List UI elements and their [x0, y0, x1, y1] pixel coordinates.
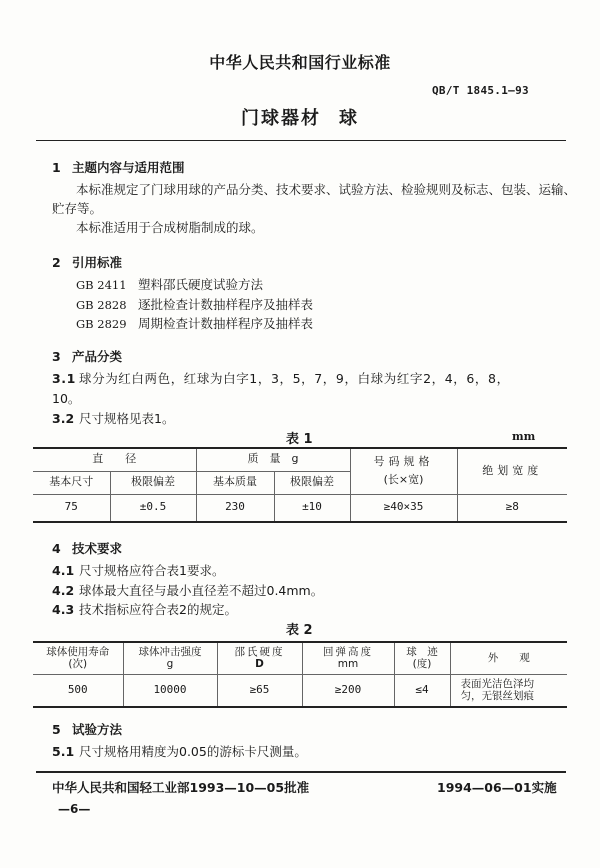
subheader-basic-mass: 基本质量: [196, 471, 274, 494]
section-1-heading: 1 主题内容与适用范围: [52, 160, 185, 175]
table-1-unit: mm: [512, 430, 536, 443]
cell-ball-track: ≤4: [394, 674, 450, 707]
reference-item: [76, 295, 313, 313]
header-number-spec: 号码规格 (长×宽): [350, 448, 457, 494]
cell-appearance: 表面光洁色泽均 匀，无银丝划痕: [450, 674, 567, 707]
title-sub: 球: [339, 108, 359, 129]
clause-4-3: 4.3 技术指标应符合表2的规定。: [52, 602, 237, 617]
clause-4-1: 4.1 尺寸规格应符合表1要求。: [52, 563, 225, 578]
header-rebound-height: 回弹高度 mm: [302, 642, 394, 674]
header-mass: 质 量 g: [196, 448, 350, 471]
clause-4-2: 4.2 球体最大直径与最小直径差不超过0.4mm。: [52, 583, 324, 598]
clause-5-1: 5.1 尺寸规格用精度为0.05的游标卡尺测量。: [52, 744, 307, 759]
cell-shore-hardness: ≥65: [217, 674, 302, 707]
header-service-life: 球体使用寿命 (次): [33, 642, 123, 674]
header-shore-hardness: 邵氏硬度 D: [217, 642, 302, 674]
cell-line-width: ≥8: [457, 494, 567, 522]
reference-title: 周期检查计数抽样程序及抽样表: [138, 316, 314, 331]
clause-3-1-line1: 3.1 球分为红白两色，红球为白字1，3，5，7，9，白球为红字2，4，6，8，: [52, 371, 510, 386]
reference-item: [76, 314, 313, 332]
section-1-para2: 本标准适用于合成树脂制成的球。: [76, 220, 264, 235]
cell-rebound-height: ≥200: [302, 674, 394, 707]
cell-impact-strength: 10000: [123, 674, 217, 707]
table-1: [33, 447, 567, 523]
document-title: [0, 104, 600, 130]
standard-category: 中华人民共和国行业标准: [209, 53, 391, 72]
header-diameter: 直 径: [33, 448, 196, 471]
reference-code: GB 2829: [76, 317, 127, 331]
cell-mass-deviation: ±10: [274, 494, 350, 522]
section-4-heading: 4 技术要求: [52, 541, 123, 556]
header-line-width: 绝划宽度: [457, 448, 567, 494]
reference-title: 逐批检查计数抽样程序及抽样表: [138, 297, 314, 312]
table-row: [33, 494, 567, 522]
section-1-para1-line2: 贮存等。: [52, 201, 103, 216]
cell-basic-mass: 230: [196, 494, 274, 522]
clause-3-1-line2: 10。: [52, 391, 81, 406]
header-ball-track: 球 迹 (度): [394, 642, 450, 674]
clause-3-2: 3.2 尺寸规格见表1。: [52, 411, 175, 426]
approval-statement: 中华人民共和国轻工业部1993—10—05批准: [52, 780, 310, 795]
table-row: [33, 674, 567, 707]
table-2: [33, 641, 567, 708]
cell-basic-size: 75: [33, 494, 110, 522]
reference-code: GB 2828: [76, 298, 127, 312]
section-2-heading: 2 引用标准: [52, 255, 123, 270]
section-5-heading: 5 试验方法: [52, 722, 123, 737]
footer-rule: [36, 771, 566, 773]
header-appearance: 外 观: [450, 642, 567, 674]
subheader-limit-deviation: 极限偏差: [110, 471, 196, 494]
title-main: 门球器材: [241, 108, 321, 129]
cell-number-spec: ≥40×35: [350, 494, 457, 522]
standard-code: QB/T 1845.1—93: [432, 84, 529, 97]
section-3-heading: 3 产品分类: [52, 349, 123, 364]
section-1-para1-line1: 本标准规定了门球用球的产品分类、技术要求、试验方法、检验规则及标志、包装、运输、: [76, 182, 577, 197]
header-impact-strength: 球体冲击强度 g: [123, 642, 217, 674]
table-1-caption: 表 1: [286, 432, 313, 447]
cell-limit-deviation: ±0.5: [110, 494, 196, 522]
table-2-caption: 表 2: [286, 623, 313, 638]
implementation-date: 1994—06—01实施: [437, 780, 557, 795]
subheader-basic-size: 基本尺寸: [33, 471, 110, 494]
subheader-mass-deviation: 极限偏差: [274, 471, 350, 494]
reference-item: [76, 275, 263, 293]
reference-title: 塑料邵氏硬度试验方法: [138, 277, 264, 292]
page-number: —6—: [58, 802, 91, 816]
header-rule: [36, 140, 566, 141]
reference-code: GB 2411: [76, 278, 127, 292]
cell-service-life: 500: [33, 674, 123, 707]
